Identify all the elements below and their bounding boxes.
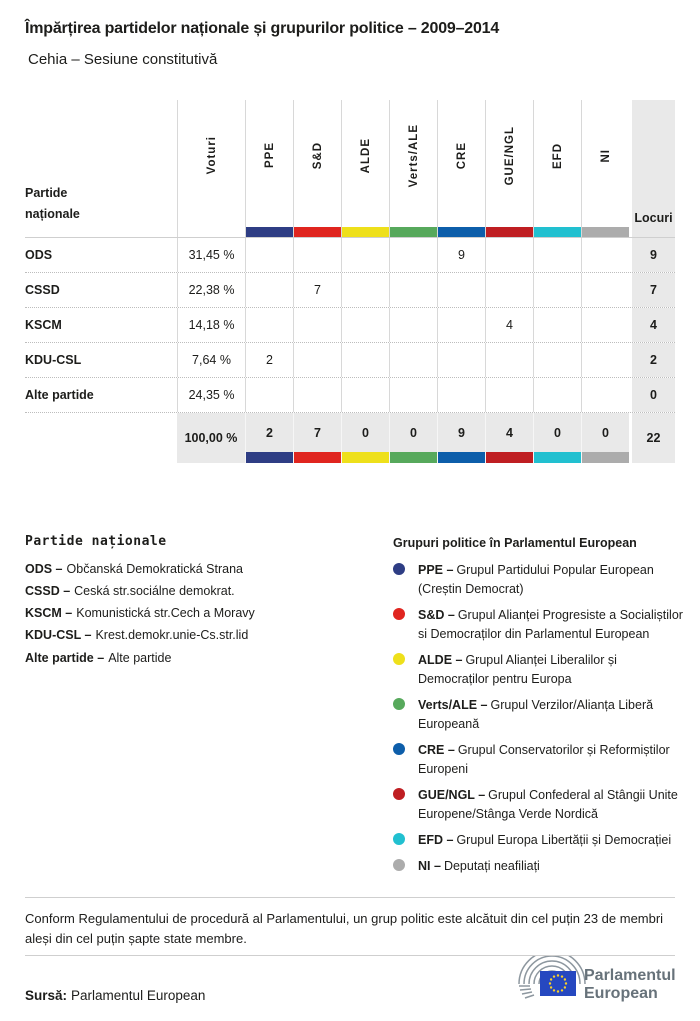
seat-cell: [581, 378, 629, 412]
group-header-label: Verts/ALE: [407, 123, 420, 188]
page-subtitle: Cehia – Sesiune constitutivă: [28, 51, 218, 68]
group-color-dot: [393, 788, 405, 800]
legend-group-item-verts-ale: Verts/ALE – Grupul Verzilor/Alianța Liberă Europeană: [393, 696, 685, 734]
group-color-bar: [438, 452, 485, 463]
seat-cell: [293, 238, 341, 272]
legend-party-item: Alte partide – Alte partide: [25, 650, 172, 665]
votes-header-label: Voturi: [205, 136, 218, 175]
votes-cell: 31,45 %: [177, 238, 245, 272]
group-color-dot: [393, 608, 405, 620]
votes-cell: 22,38 %: [177, 273, 245, 307]
group-color-bar: [534, 452, 581, 463]
group-color-bar: [438, 227, 485, 237]
group-color-bar: [342, 452, 389, 463]
results-table: [25, 100, 675, 463]
legend-party-item: CSSD – Ceská str.sociálne demokrat.: [25, 584, 235, 599]
group-header-label: NI: [599, 148, 612, 163]
seat-cell: [581, 273, 629, 307]
seats-header-label: Locuri: [634, 211, 673, 225]
seat-cell: [437, 273, 485, 307]
group-column-header-sd: [293, 100, 341, 237]
group-color-bar: [246, 452, 293, 463]
european-parliament-logo: [510, 956, 682, 1011]
party-name: CSSD: [25, 283, 60, 297]
table-header-row: [25, 100, 675, 238]
total-seats-cell: 9: [629, 238, 675, 272]
votes-cell: 7,64 %: [177, 343, 245, 377]
seat-cell: [293, 378, 341, 412]
votes-column-header: [177, 100, 245, 237]
legend-group-item-ni: NI – Deputați neafiliați: [393, 857, 685, 876]
corner-header-line1: Partide: [25, 186, 68, 200]
seat-cell: [245, 378, 293, 412]
seat-cell: [581, 343, 629, 377]
seat-cell: 4: [485, 308, 533, 342]
table-row-cssd: [25, 273, 675, 308]
seat-cell: [389, 343, 437, 377]
group-column-header-efd: [533, 100, 581, 237]
group-header-label: GUE/NGL: [503, 125, 516, 186]
corner-header: [25, 100, 177, 237]
group-color-bar: [486, 452, 533, 463]
logo-text-line1: Parlamentul: [584, 967, 676, 984]
seat-cell: [341, 273, 389, 307]
page-title: Împărțirea partidelor naționale și grupurilor politice – 2009–2014: [25, 20, 500, 37]
divider: [25, 897, 675, 898]
seat-cell: 2: [245, 343, 293, 377]
seat-cell: [341, 378, 389, 412]
group-column-header-ni: [581, 100, 629, 237]
legend-group-item-sd: S&D – Grupul Alianței Progresiste a Socialiștilor si Democraților din Parlamentul European: [393, 606, 685, 644]
group-color-bar: [246, 227, 293, 237]
table-row-ods: [25, 238, 675, 273]
seat-cell: [485, 273, 533, 307]
total-seat-cell: 2: [245, 413, 293, 463]
group-color-bar: [390, 452, 437, 463]
table-total-row: [25, 413, 675, 463]
group-header-label: EFD: [551, 142, 564, 169]
group-color-dot: [393, 859, 405, 871]
group-header-label: PPE: [263, 142, 276, 169]
seat-cell: [389, 378, 437, 412]
seat-cell: [533, 238, 581, 272]
total-seat-cell: 7: [293, 413, 341, 463]
group-column-header-alde: [341, 100, 389, 237]
total-seat-cell: 4: [485, 413, 533, 463]
party-name: ODS: [25, 248, 53, 262]
group-color-dot: [393, 698, 405, 710]
group-color-bar: [390, 227, 437, 237]
seat-cell: [533, 308, 581, 342]
group-color-dot: [393, 833, 405, 845]
seat-cell: [389, 273, 437, 307]
total-seat-cell: 9: [437, 413, 485, 463]
corner-header-line2: naționale: [25, 207, 80, 221]
seat-cell: [245, 273, 293, 307]
votes-cell: 14,18 %: [177, 308, 245, 342]
group-color-dot: [393, 563, 405, 575]
seat-cell: [341, 343, 389, 377]
legend-group-item-efd: EFD – Grupul Europa Libertății și Democrației: [393, 831, 685, 850]
legend-political-groups: [393, 536, 685, 883]
party-name: Alte partide: [25, 388, 94, 402]
seat-cell: [293, 343, 341, 377]
total-blank-cell: [25, 413, 177, 463]
total-seats-cell: 7: [629, 273, 675, 307]
seat-cell: [245, 308, 293, 342]
total-seats-cell: 4: [629, 308, 675, 342]
grand-total-cell: 22: [629, 413, 675, 463]
total-votes-cell: 100,00 %: [177, 413, 245, 463]
legend-group-item-cre: CRE – Grupul Conservatorilor și Reformiștilor Europeni: [393, 741, 685, 779]
seat-cell: [485, 378, 533, 412]
group-color-bar: [294, 227, 341, 237]
group-color-bar: [582, 452, 629, 463]
total-seat-cell: 0: [389, 413, 437, 463]
group-header-label: ALDE: [359, 137, 372, 174]
group-color-dot: [393, 653, 405, 665]
total-seat-cell: 0: [533, 413, 581, 463]
legend-group-item-gue-ngl: GUE/NGL – Grupul Confederal al Stângii Unite Europene/Stânga Verde Nordică: [393, 786, 685, 824]
group-column-header-gue-ngl: [485, 100, 533, 237]
group-color-bar: [342, 227, 389, 237]
seat-cell: [389, 238, 437, 272]
total-seats-cell: 2: [629, 343, 675, 377]
seat-cell: 7: [293, 273, 341, 307]
seat-cell: [581, 238, 629, 272]
legend-parties-heading: Partide naționale: [25, 534, 167, 549]
legend-national-parties: [25, 534, 365, 674]
seat-cell: [341, 238, 389, 272]
table-row-kscm: [25, 308, 675, 343]
group-color-bar: [582, 227, 629, 237]
source-label: Sursă:: [25, 988, 68, 1003]
votes-cell: 24,35 %: [177, 378, 245, 412]
seat-cell: [437, 378, 485, 412]
group-color-dot: [393, 743, 405, 755]
legend-group-item-alde: ALDE – Grupul Alianței Liberalilor și Democraților pentru Europa: [393, 651, 685, 689]
logo-text-line2: European: [584, 985, 658, 1002]
table-row-kdu-csl: [25, 343, 675, 378]
seat-cell: [533, 378, 581, 412]
group-color-bar: [294, 452, 341, 463]
legend-party-item: KSCM – Komunistická str.Cech a Moravy: [25, 606, 255, 621]
seats-column-header: [629, 100, 675, 237]
seat-cell: [245, 238, 293, 272]
footnote: Conform Regulamentului de procedură al Parlamentului, un grup politic este alcătuit din cel puțin 23 de membri aleși din cel puțin șapte state membre.: [25, 911, 664, 946]
legend-party-item: ODS – Občanská Demokratická Strana: [25, 562, 243, 576]
group-color-bar: [534, 227, 581, 237]
group-column-header-verts-ale: [389, 100, 437, 237]
group-header-label: S&D: [311, 141, 324, 170]
eu-flag: [540, 971, 576, 996]
total-seats-cell: 0: [629, 378, 675, 412]
seat-cell: [485, 343, 533, 377]
table-row-alte-partide: [25, 378, 675, 413]
seat-cell: [581, 308, 629, 342]
legend-party-item: KDU-CSL – Krest.demokr.unie-Cs.str.lid: [25, 628, 249, 643]
source-value: Parlamentul European: [71, 988, 206, 1003]
legend-group-item-ppe: PPE – Grupul Partidului Popular European (Creștin Democrat): [393, 561, 685, 599]
seat-cell: [533, 273, 581, 307]
seat-cell: [533, 343, 581, 377]
seat-cell: [389, 308, 437, 342]
group-column-header-ppe: [245, 100, 293, 237]
seat-cell: [485, 238, 533, 272]
party-name: KSCM: [25, 318, 62, 332]
group-header-label: CRE: [455, 141, 468, 170]
seat-cell: [437, 308, 485, 342]
logo-wordmark: [584, 967, 676, 1002]
group-column-header-cre: [437, 100, 485, 237]
seat-cell: [437, 343, 485, 377]
total-seat-cell: 0: [581, 413, 629, 463]
seat-cell: [341, 308, 389, 342]
group-color-bar: [486, 227, 533, 237]
total-seat-cell: 0: [341, 413, 389, 463]
legend-groups-heading: Grupuri politice în Parlamentul European: [393, 536, 637, 550]
source-line: [25, 988, 205, 1003]
seat-cell: 9: [437, 238, 485, 272]
party-name: KDU-CSL: [25, 353, 82, 367]
seat-cell: [293, 308, 341, 342]
